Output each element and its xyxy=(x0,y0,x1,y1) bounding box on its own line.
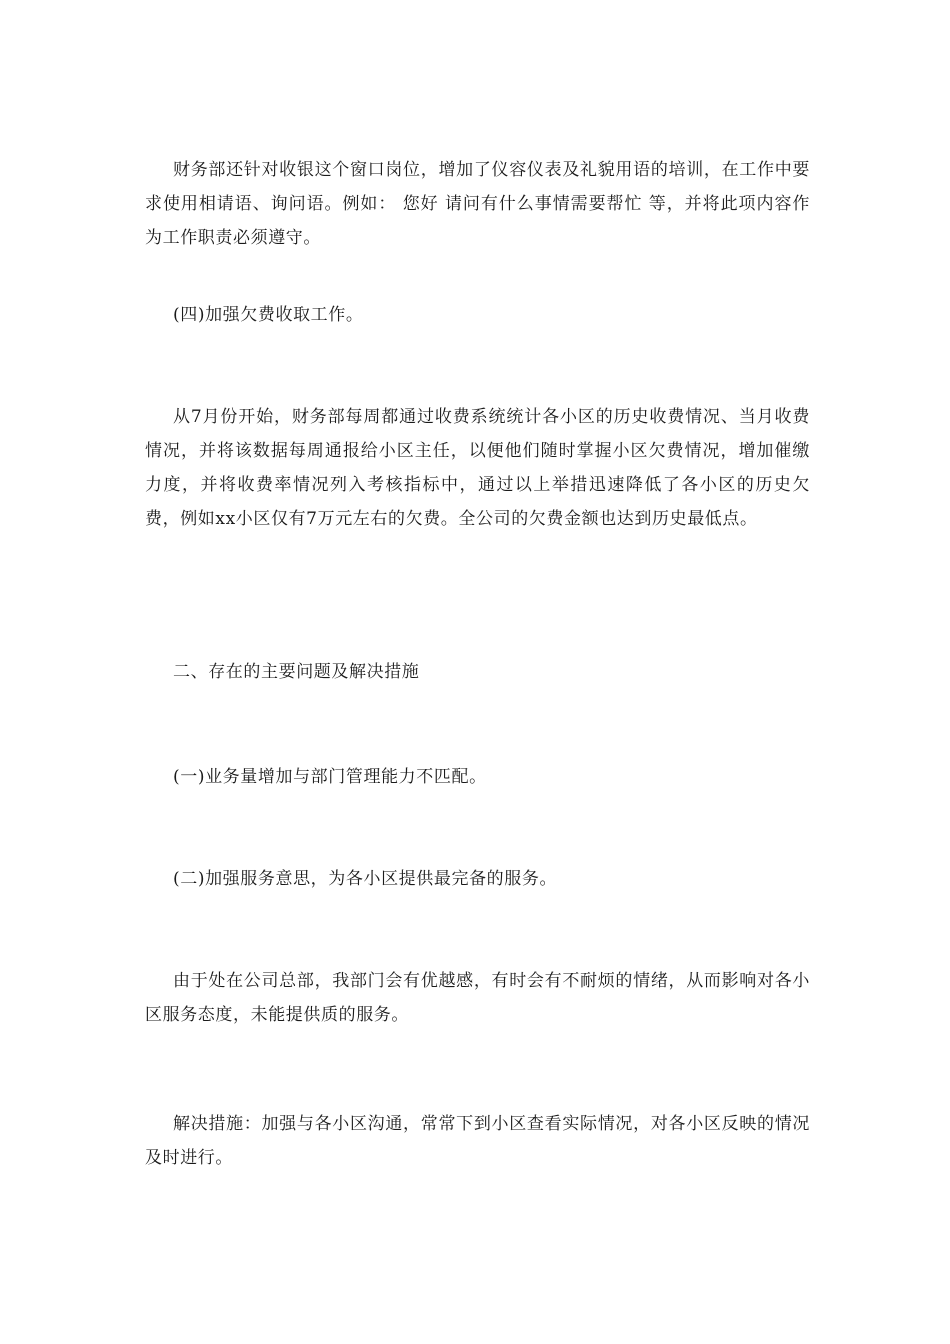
heading-workload-mismatch: (一)业务量增加与部门管理能力不匹配。 xyxy=(173,767,487,787)
heading-main-problems: 二、存在的主要问题及解决措施 xyxy=(173,662,420,682)
paragraph-cashier-training: 财务部还针对收银这个窗口岗位，增加了仪容仪表及礼貌用语的培训，在工作中要求使用相请语、询问语。例如： 您好 请问有什么事情需要帮忙 等，并将此项内容作为工作职责必须遵守。 xyxy=(145,160,810,248)
paragraph-arrears-details: 从7月份开始，财务部每周都通过收费系统统计各小区的历史收费情况、当月收费情况，并将该数据每周通报给小区主任，以便他们随时掌握小区欠费情况，增加催缴力度，并将收费率情况列入考核指标中，通过以上举措迅速降低了各小区的历史欠费，例如xx小区仅有7万元左右的欠费。全公司的欠费金额也达到历史最低点。 xyxy=(145,407,810,529)
paragraph-service-attitude: 由于处在公司总部，我部门会有优越感，有时会有不耐烦的情绪，从而影响对各小区服务态度，未能提供质的服务。 xyxy=(145,971,810,1025)
paragraph-solution-measures: 解决措施：加强与各小区沟通，常常下到小区查看实际情况，对各小区反映的情况及时进行。 xyxy=(145,1114,810,1168)
heading-service-awareness: (二)加强服务意思，为各小区提供最完备的服务。 xyxy=(173,869,558,889)
heading-arrears-collection: (四)加强欠费收取工作。 xyxy=(173,305,364,325)
